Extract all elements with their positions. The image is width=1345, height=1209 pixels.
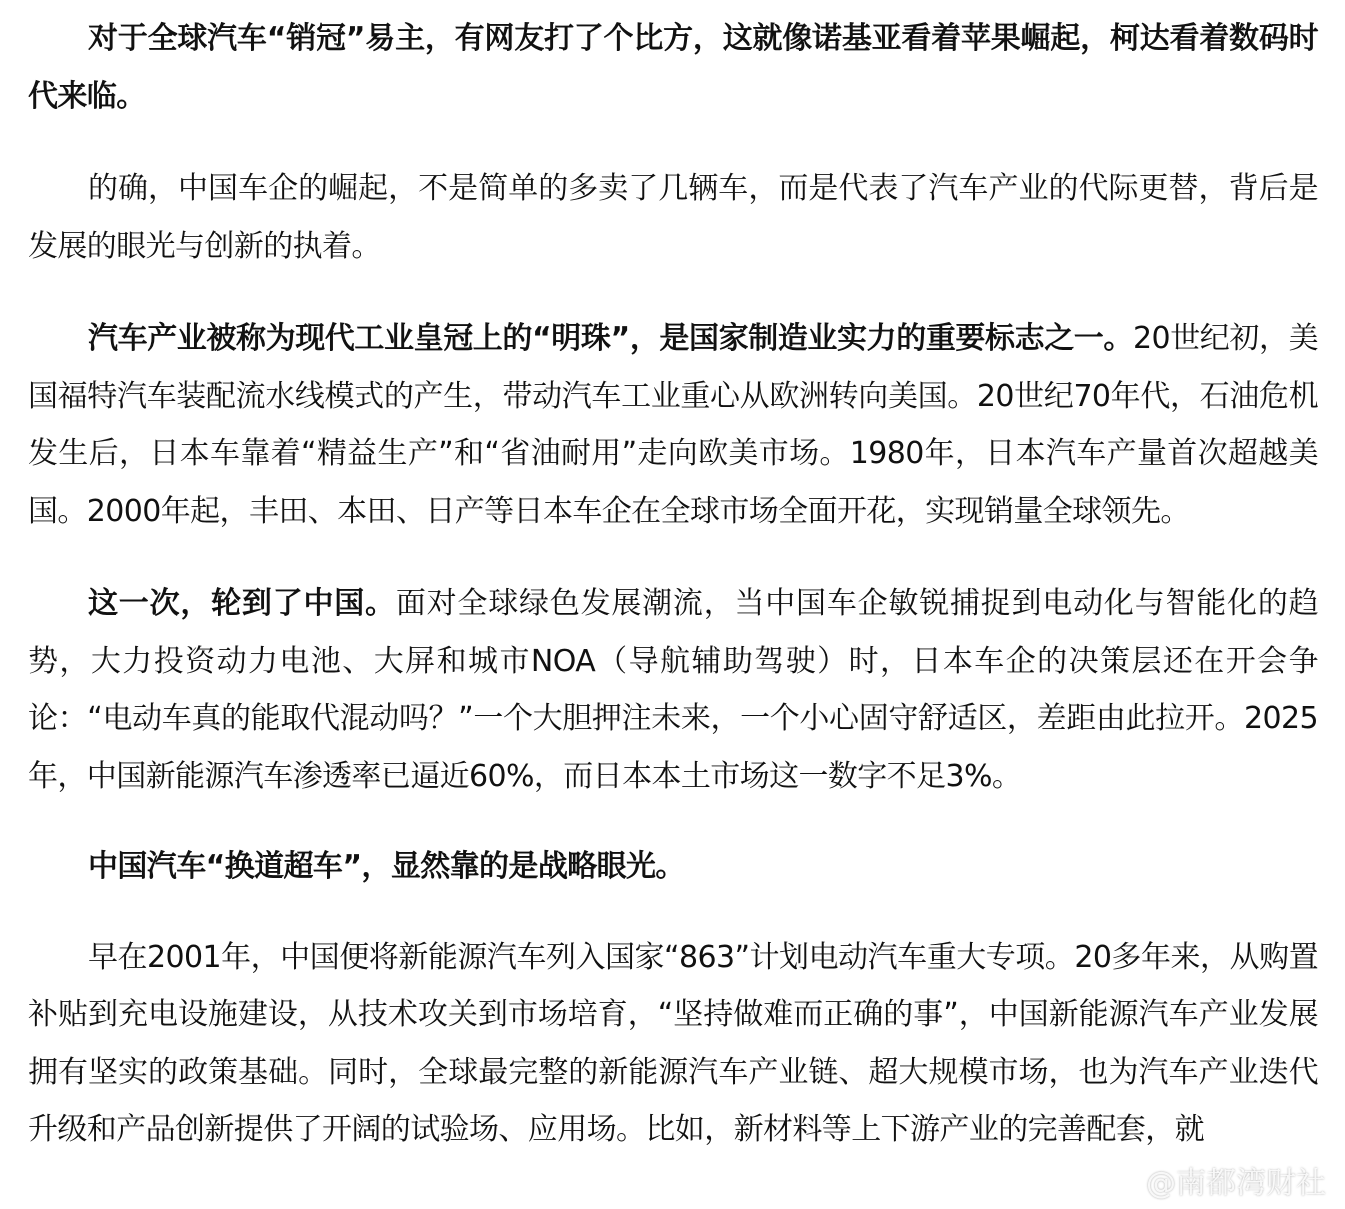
paragraph-1 <box>28 10 1318 125</box>
paragraph-5 <box>28 838 1318 896</box>
paragraph-2-body: 的确，中国车企的崛起，不是简单的多卖了几辆车，而是代表了汽车产业的代际更替，背后是发展的眼光与创新的执着。 <box>28 171 1318 264</box>
article-body <box>28 10 1318 1193</box>
paragraph-6 <box>28 929 1318 1159</box>
paragraph-5-bold-lead: 中国汽车“换道超车”，显然靠的是战略眼光。 <box>88 849 685 884</box>
paragraph-3-bold-lead: 汽车产业被称为现代工业皇冠上的“明珠”，是国家制造业实力的重要标志之一。 <box>88 321 1134 356</box>
paragraph-3 <box>28 310 1318 540</box>
paragraph-1-bold-lead: 对于全球汽车“销冠”易主，有网友打了个比方，这就像诺基亚看着苹果崛起，柯达看着数码时代来临。 <box>28 21 1318 114</box>
paragraph-3-body: 20世纪初，美国福特汽车装配流水线模式的产生，带动汽车工业重心从欧洲转向美国。20世纪70年代，石油危机发生后，日本车靠着“精益生产”和“省油耐用”走向欧美市场。1980年，日本汽车产量首次超越美国。2000年起，丰田、本田、日产等日本车企在全球市场全面开花，实现销量全球领先。 <box>28 321 1318 529</box>
watermark-text: @南都湾财社 <box>1146 1166 1326 1201</box>
paragraph-2 <box>28 160 1318 275</box>
paragraph-4-body: 面对全球绿色发展潮流，当中国车企敏锐捕捉到电动化与智能化的趋势，大力投资动力电池、大屏和城市NOA（导航辅助驾驶）时，日本车企的决策层还在开会争论：“电动车真的能取代混动吗？”一个大胆押注未来，一个小心固守舒适区，差距由此拉开。2025年，中国新能源汽车渗透率已逼近60%，而日本本土市场这一数字不足3%。 <box>28 586 1319 794</box>
paragraph-4 <box>28 575 1318 805</box>
paragraph-4-bold-lead: 这一次，轮到了中国。 <box>88 586 396 621</box>
paragraph-6-body: 早在2001年，中国便将新能源汽车列入国家“863”计划电动汽车重大专项。20多年来，从购置补贴到充电设施建设，从技术攻关到市场培育，“坚持做难而正确的事”，中国新能源汽车产业发展拥有坚实的政策基础。同时，全球最完整的新能源汽车产业链、超大规模市场，也为汽车产业迭代升级和产品创新提供了开阔的试验场、应用场。比如，新材料等上下游产业的完善配套，就 <box>28 939 1318 1147</box>
